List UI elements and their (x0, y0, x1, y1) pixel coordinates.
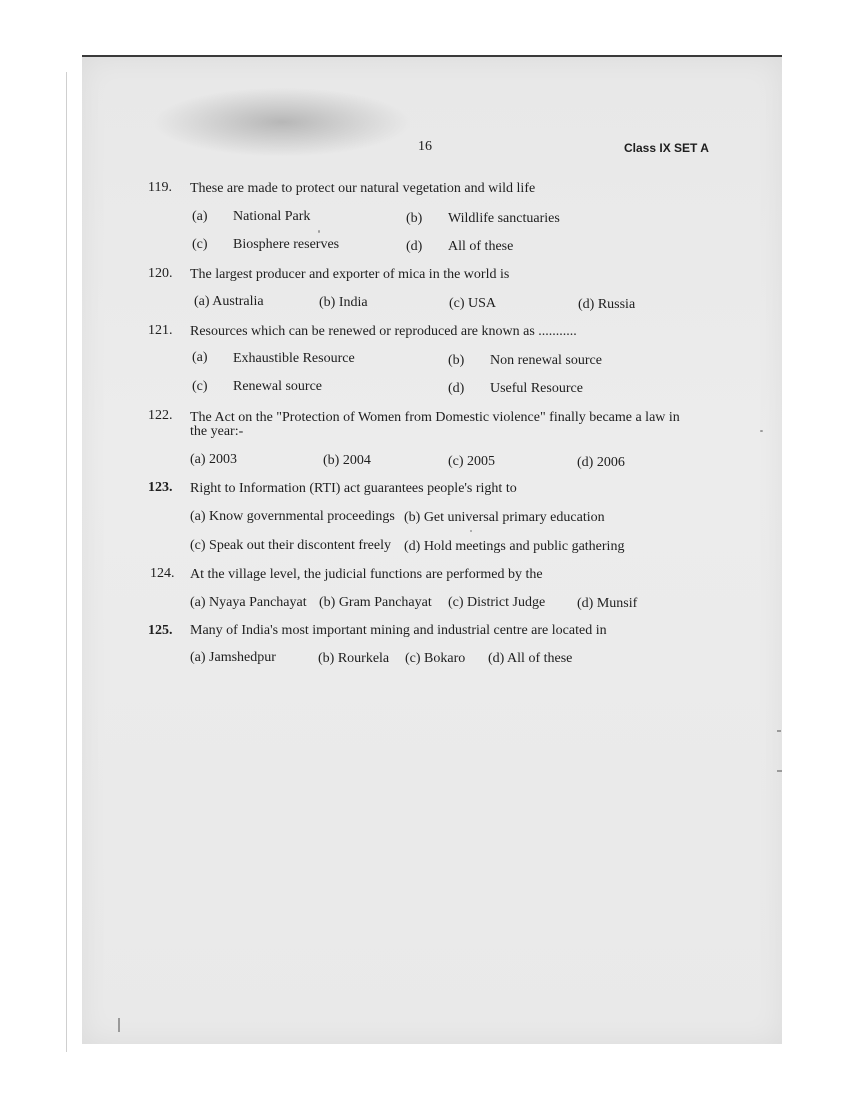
option-text: Useful Resource (490, 381, 583, 396)
option-text: (b) India (319, 295, 368, 310)
option-text: (a) Australia (194, 294, 264, 309)
option-text: (c) District Judge (448, 595, 546, 610)
question-text: Many of India's most important mining and industrial centre are located in (190, 623, 607, 638)
scan-speck (777, 730, 781, 732)
question-text: The largest producer and exporter of mica in the world is (190, 267, 510, 282)
option-text: (b) 2004 (323, 453, 371, 468)
option-text: (c) Speak out their discontent freely (190, 538, 391, 553)
option-text: (d) Munsif (577, 596, 638, 611)
scan-speck (118, 1018, 120, 1032)
option-text: All of these (448, 239, 514, 254)
question-number: 122. (148, 408, 173, 423)
scan-speck (777, 770, 782, 772)
question-text: Resources which can be renewed or reproduced are known as ........... (190, 324, 577, 339)
question-text: These are made to protect our natural vegetation and wild life (190, 181, 536, 196)
option-text: (c) 2005 (448, 454, 496, 469)
option-text: (a) Jamshedpur (190, 650, 276, 665)
option-text: Biosphere reserves (233, 237, 340, 252)
option-letter: (c) (192, 379, 208, 394)
question-number: 119. (148, 180, 172, 195)
scan-margin-line (66, 72, 67, 1052)
question-number: 120. (148, 266, 173, 281)
scan-speck (318, 230, 320, 233)
question-number: 123. (148, 480, 173, 495)
question-number: 124. (150, 566, 175, 581)
option-text: (d) All of these (488, 651, 573, 666)
option-text: Wildlife sanctuaries (448, 211, 560, 226)
option-letter: (b) (406, 211, 423, 226)
option-letter: (d) (448, 381, 465, 396)
option-text: (d) Hold meetings and public gathering (404, 539, 625, 554)
option-text: (a) Nyaya Panchayat (190, 595, 307, 610)
option-letter: (a) (192, 350, 208, 365)
option-text: Exhaustible Resource (233, 351, 355, 366)
question-text: At the village level, the judicial functions are performed by the (190, 567, 543, 582)
option-text: (b) Gram Panchayat (319, 595, 432, 610)
scan-speck (470, 530, 472, 532)
option-letter: (b) (448, 353, 465, 368)
option-text: (d) 2006 (577, 455, 625, 470)
option-letter: (a) (192, 209, 208, 224)
option-text: (b) Rourkela (318, 651, 390, 666)
option-text: National Park (233, 209, 311, 224)
question-text: Right to Information (RTI) act guarantees people's right to (190, 481, 517, 496)
question-number: 125. (148, 623, 173, 638)
option-text: Non renewal source (490, 353, 602, 368)
option-text: (a) Know governmental proceedings (190, 509, 395, 524)
option-text: Renewal source (233, 379, 323, 394)
option-text: (c) USA (449, 296, 497, 311)
option-text: (c) Bokaro (405, 651, 466, 666)
option-text: (b) Get universal primary education (404, 510, 605, 525)
option-text: (d) Russia (578, 297, 636, 312)
question-number: 121. (148, 323, 173, 338)
option-text: (a) 2003 (190, 452, 238, 467)
option-letter: (c) (192, 237, 208, 252)
page-number: 16 (418, 139, 432, 154)
class-set-label: Class IX SET A (624, 141, 709, 155)
scan-speck (760, 430, 763, 432)
question-text-line2: the year:- (190, 424, 244, 439)
question-text-line1: The Act on the "Protection of Women from Domestic violence" finally became a law in (190, 410, 680, 425)
option-letter: (d) (406, 239, 423, 254)
